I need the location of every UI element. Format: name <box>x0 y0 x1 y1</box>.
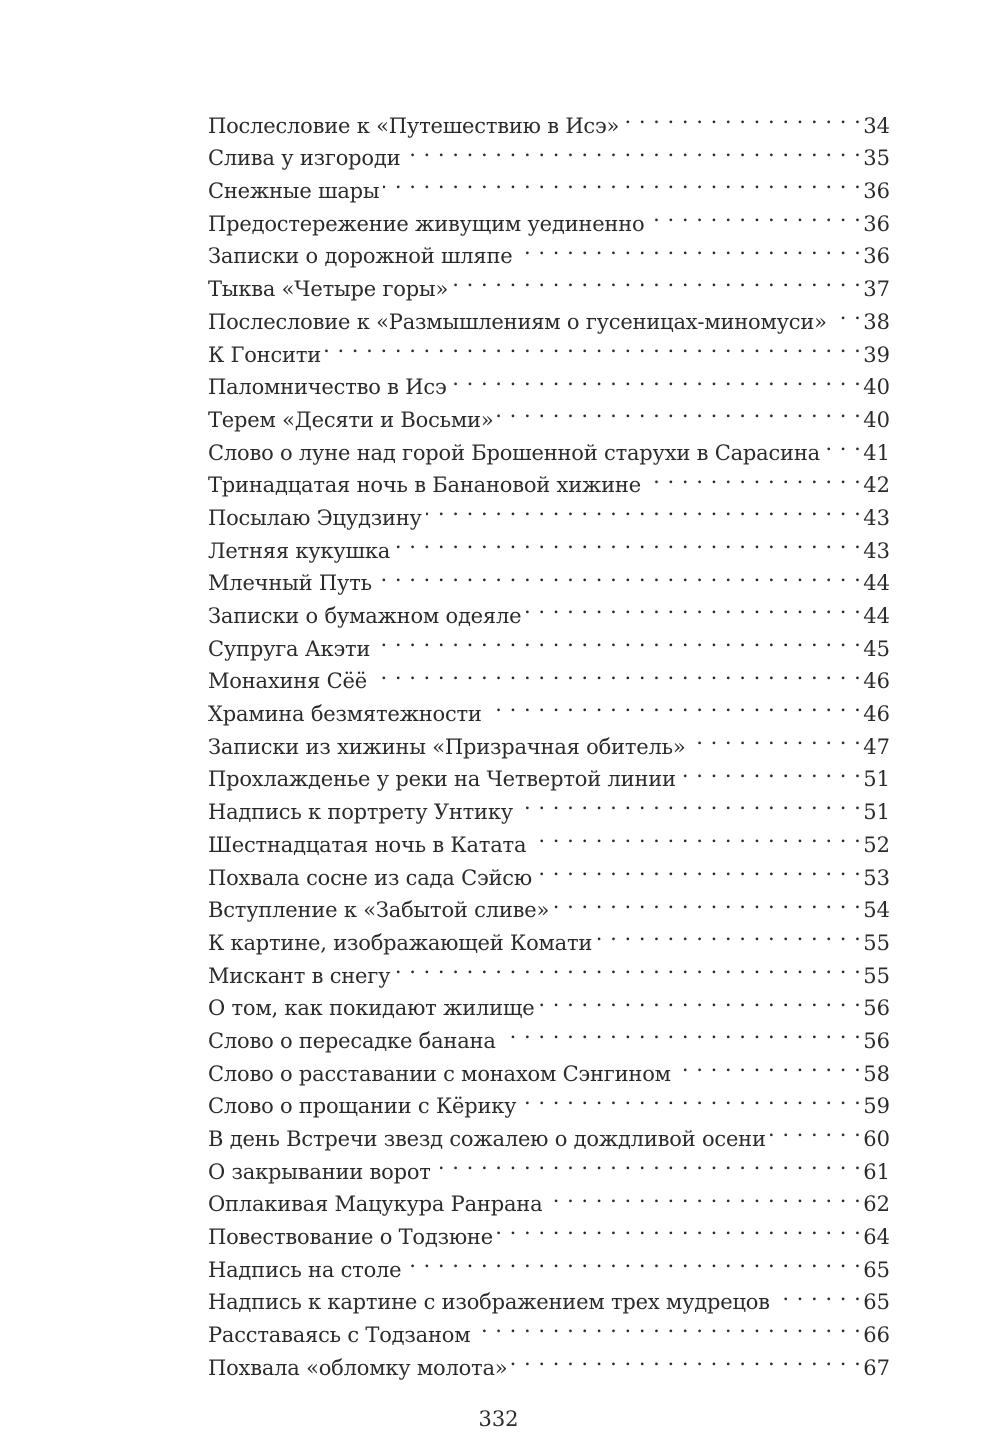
dot-leader <box>394 950 861 983</box>
toc-entry-page: 56 <box>863 1028 890 1053</box>
toc-entry-page: 35 <box>863 146 890 171</box>
dot-leader <box>404 133 861 166</box>
toc-entry-title: Летняя кукушка <box>208 538 391 563</box>
toc-entry-title: Прохлажденье у реки на Четвертой линии <box>208 767 676 792</box>
dot-leader <box>645 460 861 493</box>
toc-entry-page: 65 <box>863 1257 890 1282</box>
toc-entry-title: Слово о прощании с Кёрику <box>208 1094 517 1119</box>
toc-entry-title: Храмина безмятежности <box>208 702 482 727</box>
dot-leader <box>690 721 862 754</box>
dot-leader <box>530 819 861 852</box>
toc-entry-title: Терем «Десяти и Восьми» <box>208 407 494 432</box>
dot-leader <box>517 786 861 819</box>
toc-entry-page: 40 <box>863 375 890 400</box>
dot-leader <box>770 1113 861 1146</box>
toc-entry-page: 36 <box>863 211 890 236</box>
dot-leader <box>680 754 861 787</box>
dot-leader <box>596 917 861 950</box>
toc-entry-page: 61 <box>863 1159 890 1184</box>
toc-entry-page: 37 <box>863 277 890 302</box>
toc-entry-title: Надпись к картине с изображением трех мудрецов <box>208 1290 770 1315</box>
toc-entry-title: Надпись к портрету Унтику <box>208 800 513 825</box>
toc-entry-page: 46 <box>863 669 890 694</box>
dot-leader <box>435 1146 862 1179</box>
toc-entry-title: Записки из хижины «Призрачная обитель» <box>208 734 686 759</box>
toc-entry-title: Паломничество в Исэ <box>208 375 447 400</box>
toc-entry-page: 42 <box>863 473 890 498</box>
dot-leader <box>497 394 861 427</box>
toc-entry-title: О том, как покидают жилище <box>208 996 535 1021</box>
toc-entry-page: 59 <box>863 1094 890 1119</box>
toc-entry-page: 36 <box>863 244 890 269</box>
dot-leader <box>405 1244 861 1277</box>
toc-entry-page: 62 <box>863 1192 890 1217</box>
toc-entry-title: Тринадцатая ночь в Банановой хижине <box>208 473 641 498</box>
toc-entry-title: Похвала сосне из сада Сэйсю <box>208 865 532 890</box>
toc-entry-title: Похвала «обломку молота» <box>208 1355 508 1380</box>
toc-entry-page: 55 <box>863 930 890 955</box>
dot-leader <box>500 1015 862 1048</box>
toc-entry-page: 41 <box>863 440 890 465</box>
toc-entry-title: Записки о дорожной шляпе <box>208 244 513 269</box>
toc-entry-title: Послесловие к «Размышлениям о гусеницах-миномуси» <box>208 309 827 334</box>
toc-entry-page: 53 <box>863 865 890 890</box>
toc-entry-page: 65 <box>863 1290 890 1315</box>
toc-entry-page: 39 <box>863 342 890 367</box>
dot-leader <box>371 656 861 689</box>
toc-entry-title: Оплакивая Мацукура Ранрана <box>208 1192 543 1217</box>
dot-leader <box>394 525 861 558</box>
dot-leader <box>511 1342 861 1375</box>
toc-entry-page: 43 <box>863 505 890 530</box>
toc-entry-page: 40 <box>863 407 890 432</box>
dot-leader <box>520 1081 861 1114</box>
dot-leader <box>517 231 862 264</box>
toc-entry-page: 44 <box>863 604 890 628</box>
toc-entry-page: 56 <box>863 996 890 1021</box>
toc-entry-page: 47 <box>863 734 890 759</box>
dot-leader <box>325 329 861 362</box>
toc-entry-page: 43 <box>863 538 890 563</box>
dot-leader <box>553 885 861 918</box>
toc-entry-title: Слива у изгороди <box>208 146 401 171</box>
toc-entry-page: 60 <box>863 1127 890 1151</box>
toc-entry-title: Предостережение живущим уединенно <box>208 211 645 236</box>
dot-leader <box>486 688 862 721</box>
toc-entry-title: Слово о луне над горой Брошенной старухи в Сарасина <box>208 440 820 465</box>
dot-leader <box>623 100 861 133</box>
dot-leader <box>824 427 861 460</box>
toc-entry-title: Расставаясь с Тодзаном <box>208 1323 471 1348</box>
toc-entry-title: Слово о расставании с монахом Сэнгином <box>208 1061 671 1086</box>
toc-entry-title: Посылаю Эцудзину <box>208 505 422 530</box>
toc-entry-title: Послесловие к «Путешествию в Исэ» <box>208 113 620 138</box>
table-of-contents <box>208 100 890 1380</box>
toc-entry-title: Шестнадцатая ночь в Катата <box>208 832 527 857</box>
page-number: 332 <box>478 1407 519 1431</box>
toc-entry-page: 45 <box>863 636 890 661</box>
toc-entry-page: 58 <box>863 1061 890 1086</box>
toc-entry-page: 44 <box>863 571 890 596</box>
toc-entry-title: Тыква «Четыре горы» <box>208 277 449 302</box>
toc-entry-title: Монахиня Сёё <box>208 669 367 694</box>
toc-entry-page: 67 <box>863 1355 890 1380</box>
dot-leader <box>376 558 861 591</box>
toc-entry-page: 54 <box>863 898 890 923</box>
toc-entry-page: 51 <box>863 767 890 792</box>
dot-leader <box>374 623 861 656</box>
toc-entry-title: Супруга Акэти <box>208 636 371 661</box>
dot-leader <box>648 198 861 231</box>
toc-entry-page: 64 <box>863 1225 890 1250</box>
toc-entry-title: Млечный Путь <box>208 571 372 596</box>
toc-entry-page: 52 <box>863 832 890 857</box>
toc-entry-title: Повествование о Тодзюне <box>208 1225 493 1250</box>
dot-leader <box>525 590 861 623</box>
dot-leader <box>451 362 862 395</box>
toc-entry-title: К картине, изображающей Комати <box>208 930 593 955</box>
toc-entry-title: К Гонсити <box>208 342 322 367</box>
dot-leader <box>675 1048 861 1081</box>
toc-entry-page: 66 <box>863 1323 890 1348</box>
toc-entry-title: Надпись на столе <box>208 1257 402 1282</box>
dot-leader <box>426 492 862 525</box>
toc-entry-title: Слово о пересадке банана <box>208 1028 496 1053</box>
toc-entry-page: 38 <box>863 309 890 334</box>
toc-entry-title: Мискант в снегу <box>208 963 391 988</box>
toc-entry-title: Вступление к «Забытой сливе» <box>208 898 550 923</box>
dot-leader <box>546 1179 861 1212</box>
dot-leader <box>474 1309 861 1342</box>
toc-entry-title: Записки о бумажном одеяле <box>208 604 522 628</box>
toc-entry-title: О закрывании ворот <box>208 1159 431 1184</box>
dot-leader <box>497 1211 861 1244</box>
toc-entry-page: 46 <box>863 702 890 727</box>
toc-entry-title: В день Встречи звезд сожалею о дождливой осени <box>208 1127 766 1151</box>
dot-leader <box>538 983 861 1016</box>
dot-leader <box>536 852 861 885</box>
dot-leader <box>383 165 861 198</box>
toc-entry-page: 55 <box>863 963 890 988</box>
toc-entry-page: 51 <box>863 800 890 825</box>
toc-entry-title: Снежные шары <box>208 179 380 204</box>
toc-entry <box>208 100 890 138</box>
toc-entry-page: 36 <box>863 179 890 204</box>
dot-leader <box>831 296 861 329</box>
toc-entry-page: 34 <box>863 113 890 138</box>
dot-leader <box>774 1277 861 1310</box>
dot-leader <box>452 263 861 296</box>
